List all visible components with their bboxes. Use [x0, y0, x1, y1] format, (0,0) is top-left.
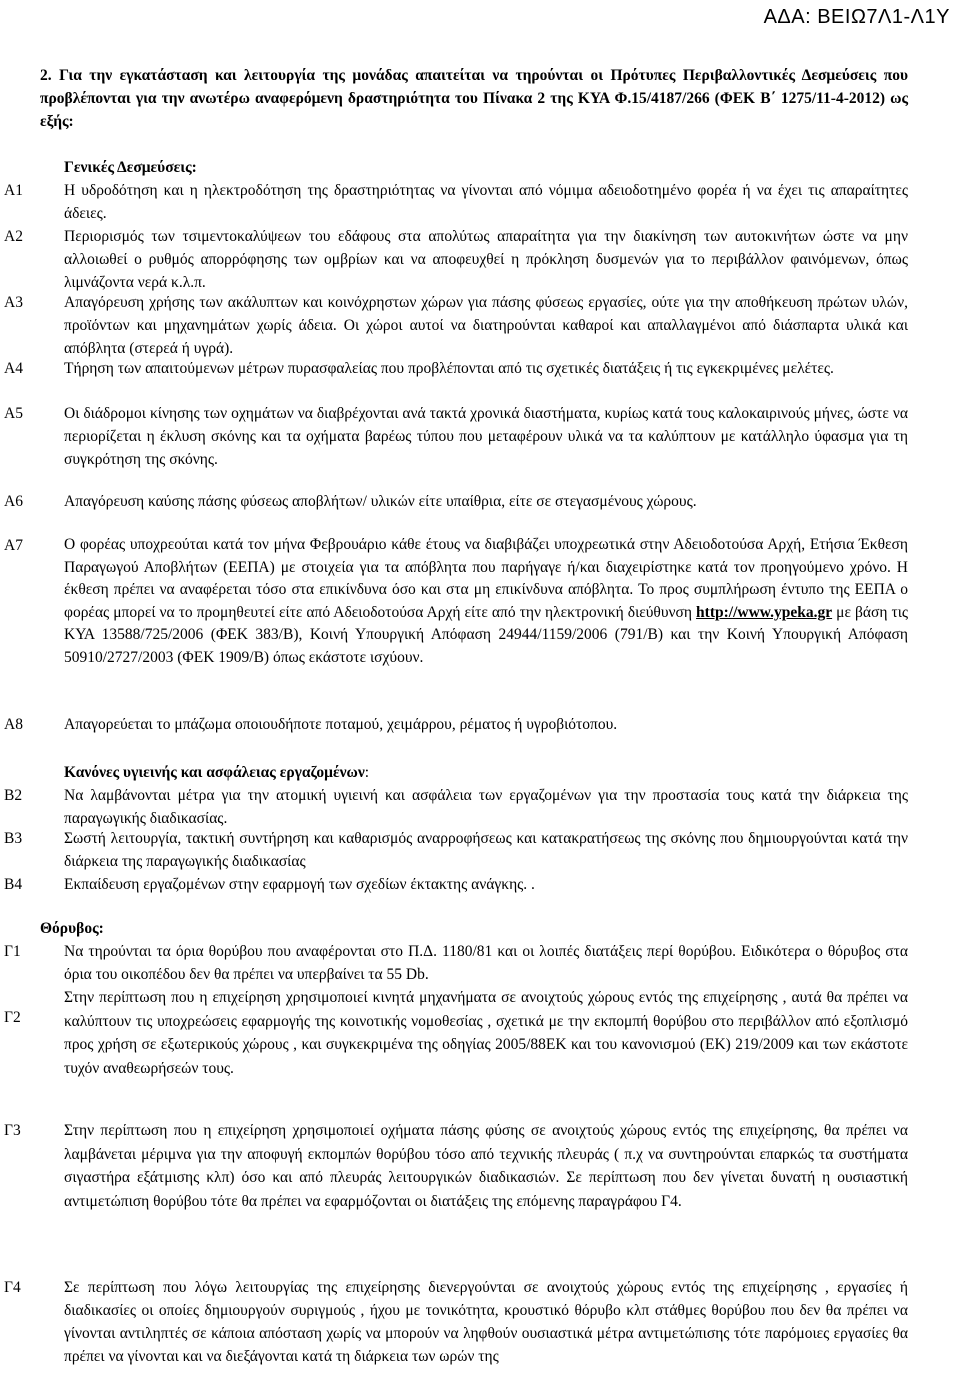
- item-text: [64, 534, 908, 669]
- item-text: Τήρηση των απαιτούμενων μέτρων πυρασφαλείας που προβλέπονται από τις σχετικές διατάξεις ή τις εγκεκριμένες μελέτες.: [64, 360, 834, 377]
- ypeka-link[interactable]: http://www.ypeka.gr: [696, 603, 833, 621]
- item-text: Απαγόρευση καύσης πάσης φύσεως αποβλήτων/ υλικών είτε υπαίθρια, είτε σε στεγασμένους χώρους.: [64, 493, 697, 510]
- hygiene-title-text: Κανόνες υγιεινής και ασφάλειας εργαζομένων: [64, 764, 365, 781]
- a7-text-after: με βάση τις ΚΥΑ 13588/725/2006 (ΦΕΚ 383/Β), Κοινή Υπουργική Απόφαση 24944/1159/2006 (791/Β) και την Κοινή Υπουργική Απόφαση 50910/2727/2003 (ΦΕΚ 1909/Β) όπως εκάστοτε ισχύουν.: [64, 603, 909, 666]
- item-code: Γ2: [4, 1009, 21, 1026]
- hygiene-title-suffix: :: [364, 764, 370, 781]
- item-code: Β3: [4, 830, 23, 847]
- item-text: Περιορισμός των τσιμεντοκαλύψεων του εδάφους στα απολύτως απαραίτητα για την διακίνηση των αυτοκινήτων ώστε να μην αλλοιωθεί ο ρυθμός απορρόφησης των ομβρίων και να αποφευχθεί η πρόκληση δυσμενών για το περιβάλλον φαινόμενων, όπως λιμνάζοντα νερά κ.λ.π.: [64, 228, 908, 291]
- a7-text-before: Ο φορέας υποχρεούται κατά τον μήνα Φεβρουάριο κάθε έτους να διαβιβάζει υποχρεωτικά στην Αδειοδοτούσα Αρχή, Ετήσια Έκθεση Παραγωγού Αποβλήτων (ΕΕΠΑ) με στοιχεία για τα απόβλητα που παρήγαγε ή/και διαχειρίστηκε κατά τον προηγούμενο χρόνο. Η έκθεση πρέπει να αναφέρεται τόσο στα επικίνδυνα όσο και στα μη επικίνδυνα απόβλητα. Το προς συμπλήρωση έντυπο της ΕΕΠΑ ο φορέας μπορεί να το προμηθευτεί είτε από Αδειοδοτούσα Αρχή είτε από την ηλεκτρονική διεύθυνση: [64, 536, 908, 621]
- item-text: Να τηρούνται τα όρια θορύβου που αναφέρονται στο Π.Δ. 1180/81 και οι λοιπές διατάξεις περί θορύβου. Ειδικότερα ο θόρυβος στα όρια του οικοπέδου δεν θα πρέπει να υπερβαίνει τα 55 Db.: [64, 943, 908, 983]
- item-code: Γ4: [4, 1279, 21, 1296]
- item-text: Απαγόρευση χρήσης των ακάλυπτων και κοινόχρηστων χώρων για πάσης φύσεως εργασίες, ούτε για την αποθήκευση πρώτων υλών, προϊόντων και μηχανημάτων χωρίς άδεια. Οι χώροι αυτοί να διατηρούνται καθαροί και απαλλαγμένοι από διάσπαρτα υλικά και απόβλητα (στερεά ή υγρά).: [64, 294, 908, 357]
- item-code: Γ1: [4, 943, 21, 960]
- item-code: Α3: [4, 294, 23, 311]
- item-text: Στην περίπτωση που η επιχείρηση χρησιμοποιεί κινητά μηχανήματα σε ανοιχτούς χώρους εντός της επιχείρησης , αυτά θα πρέπει να καλύπτουν τις υποχρεώσεις εφαρμογής της κοινοτικής νομοθεσίας , σχετικά με την εκπομπή θορύβου στο περιβάλλον από εξοπλισμό προς χρήση σε εξωτερικούς χώρους , και συγκεκριμένα της οδηγίας 2005/88ΕΚ και του κανονισμού (ΕΚ) 219/2009 και των εκάστοτε τυχόν αναθεωρήσεών τους.: [64, 989, 908, 1077]
- item-text: Σε περίπτωση που λόγω λειτουργίας της επιχείρησης διενεργούνται σε ανοιχτούς χώρους εντός της επιχείρησης , εργασίες ή διαδικασίες οι οποίες δημιουργούν συριγμούς , ήχου με τονικότητα, κρουστικό θόρυβο κλπ στάθμες θορύβου που δεν θα πρέπει να γίνονται αντιληπτές σε κάποια απόσταση χωρίς να μπορούν να ληφθούν ουσιαστικά μέτρα αντιμετώπισης τότε παρόμοιες εργασίες θα πρέπει να γίνονται και να διεξάγονται κατά τη διάρκεια των ωρών της: [64, 1279, 908, 1365]
- noise-section-title: Θόρυβος:: [40, 920, 104, 937]
- hygiene-section-title: [64, 761, 369, 784]
- general-section-title: Γενικές Δεσμεύσεις:: [64, 159, 197, 176]
- intro-paragraph: 2. Για την εγκατάσταση και λειτουργία της μονάδας απαιτείται να τηρούνται οι Πρότυπες Περιβαλλοντικές Δεσμεύσεις που προβλέπονται για την ανωτέρω αναφερόμενη δραστηριότητα του Πίνακα 2 της ΚΥΑ Φ.15/4187/266 (ΦΕΚ Β΄ 1275/11-4-2012) ως εξής:: [40, 67, 908, 130]
- item-code: Α7: [4, 537, 23, 554]
- item-code: Β2: [4, 787, 23, 804]
- item-text: Σωστή λειτουργία, τακτική συντήρηση και καθαρισμός αναρροφήσεως και κατακρατήσεως της σκόνης που δημιουργούνται κατά την διάρκεια της παραγωγικής διαδικασίας: [64, 830, 908, 870]
- item-code: Γ3: [4, 1122, 21, 1139]
- item-text: Οι διάδρομοι κίνησης των οχημάτων να διαβρέχονται ανά τακτά χρονικά διαστήματα, κυρίως κατά τους καλοκαιρινούς μήνες, ώστε να περιορίζεται η έκλυση σκόνης και τα οχήματα βαρέως τύπου που μεταφέρουν υλικά να τα καλύπτουν με κατάλληλο ύφασμα για τη συγκρότηση της σκόνης.: [64, 405, 908, 468]
- item-text: Να λαμβάνονται μέτρα για την ατομική υγιεινή και ασφάλεια των εργαζομένων για την προστασία τους κατά την διάρκεια της παραγωγικής διαδικασίας.: [64, 787, 908, 827]
- item-text: Η υδροδότηση και η ηλεκτροδότηση της δραστηριότητας να γίνονται από νόμιμα αδειοδοτημένο φορέα ή να έχει τις απαραίτητες άδειες.: [64, 182, 908, 222]
- item-text: Απαγορεύεται το μπάζωμα οποιουδήποτε ποταμού, χειμάρρου, ρέματος ή υγροβιότοπου.: [64, 716, 618, 733]
- item-code: Α2: [4, 228, 23, 245]
- item-code: Α4: [4, 360, 23, 377]
- item-code: Α8: [4, 716, 23, 733]
- item-text: Στην περίπτωση που η επιχείρηση χρησιμοποιεί οχήματα πάσης φύσης σε ανοιχτούς χώρους εντός της επιχείρησης, θα πρέπει να λαμβάνεται μέριμνα για την αποφυγή εκπομπών θορύβου τόσο από τεχνικής πλευράς ( π.χ να συντηρούνται επαρκώς τα συστήματα σιγαστήρα εξάτμισης κλπ) όσο και από πλευράς λειτουργικών διαδικασιών. Σε περίπτωση που δεν γίνεται δυνατή η ουσιαστική αντιμετώπιση θορύβου τότε θα πρέπει να εφαρμόζονται οι διατάξεις της επόμενης παραγράφου Γ4.: [64, 1122, 908, 1210]
- item-code: Α5: [4, 405, 23, 422]
- item-code: Α1: [4, 182, 23, 199]
- item-code: Β4: [4, 876, 23, 893]
- item-text: Εκπαίδευση εργαζομένων στην εφαρμογή των σχεδίων έκτακτης ανάγκης. .: [64, 876, 535, 893]
- ada-code: ΑΔΑ: ΒΕΙΩ7Λ1-Λ1Υ: [763, 6, 950, 28]
- item-code: Α6: [4, 493, 23, 510]
